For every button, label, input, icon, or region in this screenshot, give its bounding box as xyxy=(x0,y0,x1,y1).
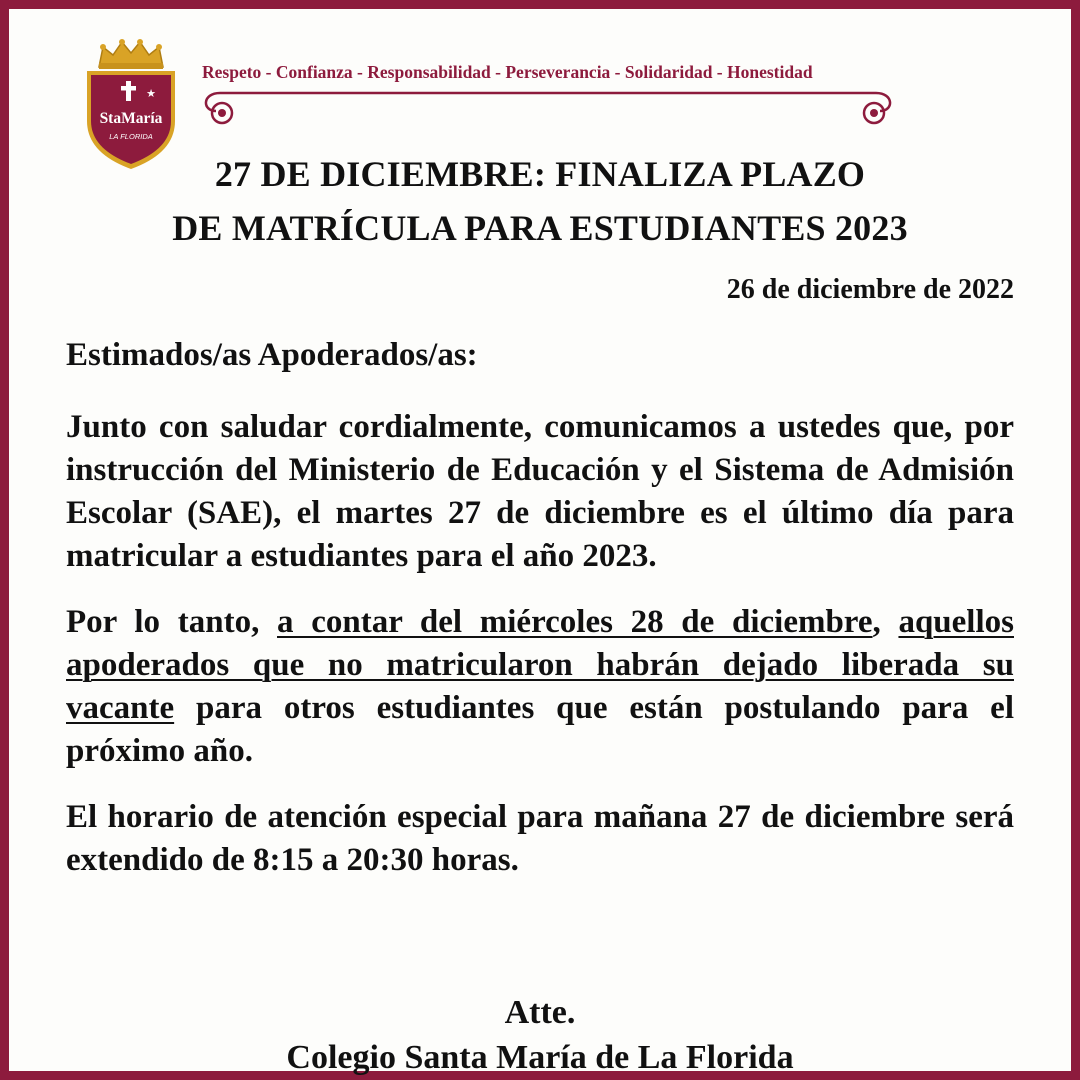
signature-closing: Atte. xyxy=(504,994,576,1031)
notice-title xyxy=(69,147,1011,255)
underlined-warning: aquellos apoderados que no matricularon habrán dejado liberada su vacante xyxy=(66,604,1014,726)
logo-subtext: LA FLORIDA xyxy=(109,132,153,141)
paragraph-lead: Por lo tanto, xyxy=(66,604,278,640)
title-line-1: 27 DE DICIEMBRE: FINALIZA PLAZO xyxy=(214,154,866,194)
notice-body xyxy=(66,334,1014,905)
title-line-2: DE MATRÍCULA PARA ESTUDIANTES 2023 xyxy=(172,208,908,248)
school-values: Respeto - Confianza - Responsabilidad - Perseverancia - Solidaridad - Honestidad xyxy=(202,62,813,82)
paragraph-deadline: Junto con saludar cordialmente, comunicamos a ustedes que, por instrucción del Ministerio de Educación y el Sistema de Admisión Escolar (SAE), el martes 27 de diciembre es el último día para matricular a estudiantes para el año 2023. xyxy=(66,409,1014,574)
decorative-divider xyxy=(202,89,894,133)
crown-icon xyxy=(99,39,163,69)
signature xyxy=(9,990,1071,1080)
notice-date: 26 de diciembre de 2022 xyxy=(726,274,1014,305)
signature-school: Colegio Santa María de La Florida xyxy=(286,1039,794,1076)
greeting: Estimados/as Apoderados/as: xyxy=(66,337,478,373)
star-icon: ★ xyxy=(146,88,156,100)
paragraph-comma: , xyxy=(872,604,899,640)
logo-text: StaMaría xyxy=(99,110,163,127)
paragraph-tail: para otros estudiantes que están postulando para el próximo año. xyxy=(66,690,1014,769)
paragraph-vacancy xyxy=(66,601,1014,773)
underlined-date: a contar del miércoles 28 de diciembre xyxy=(277,604,873,640)
paragraph-schedule: El horario de atención especial para mañana 27 de diciembre será extendido de 8:15 a 20:30 horas. xyxy=(66,799,1014,878)
